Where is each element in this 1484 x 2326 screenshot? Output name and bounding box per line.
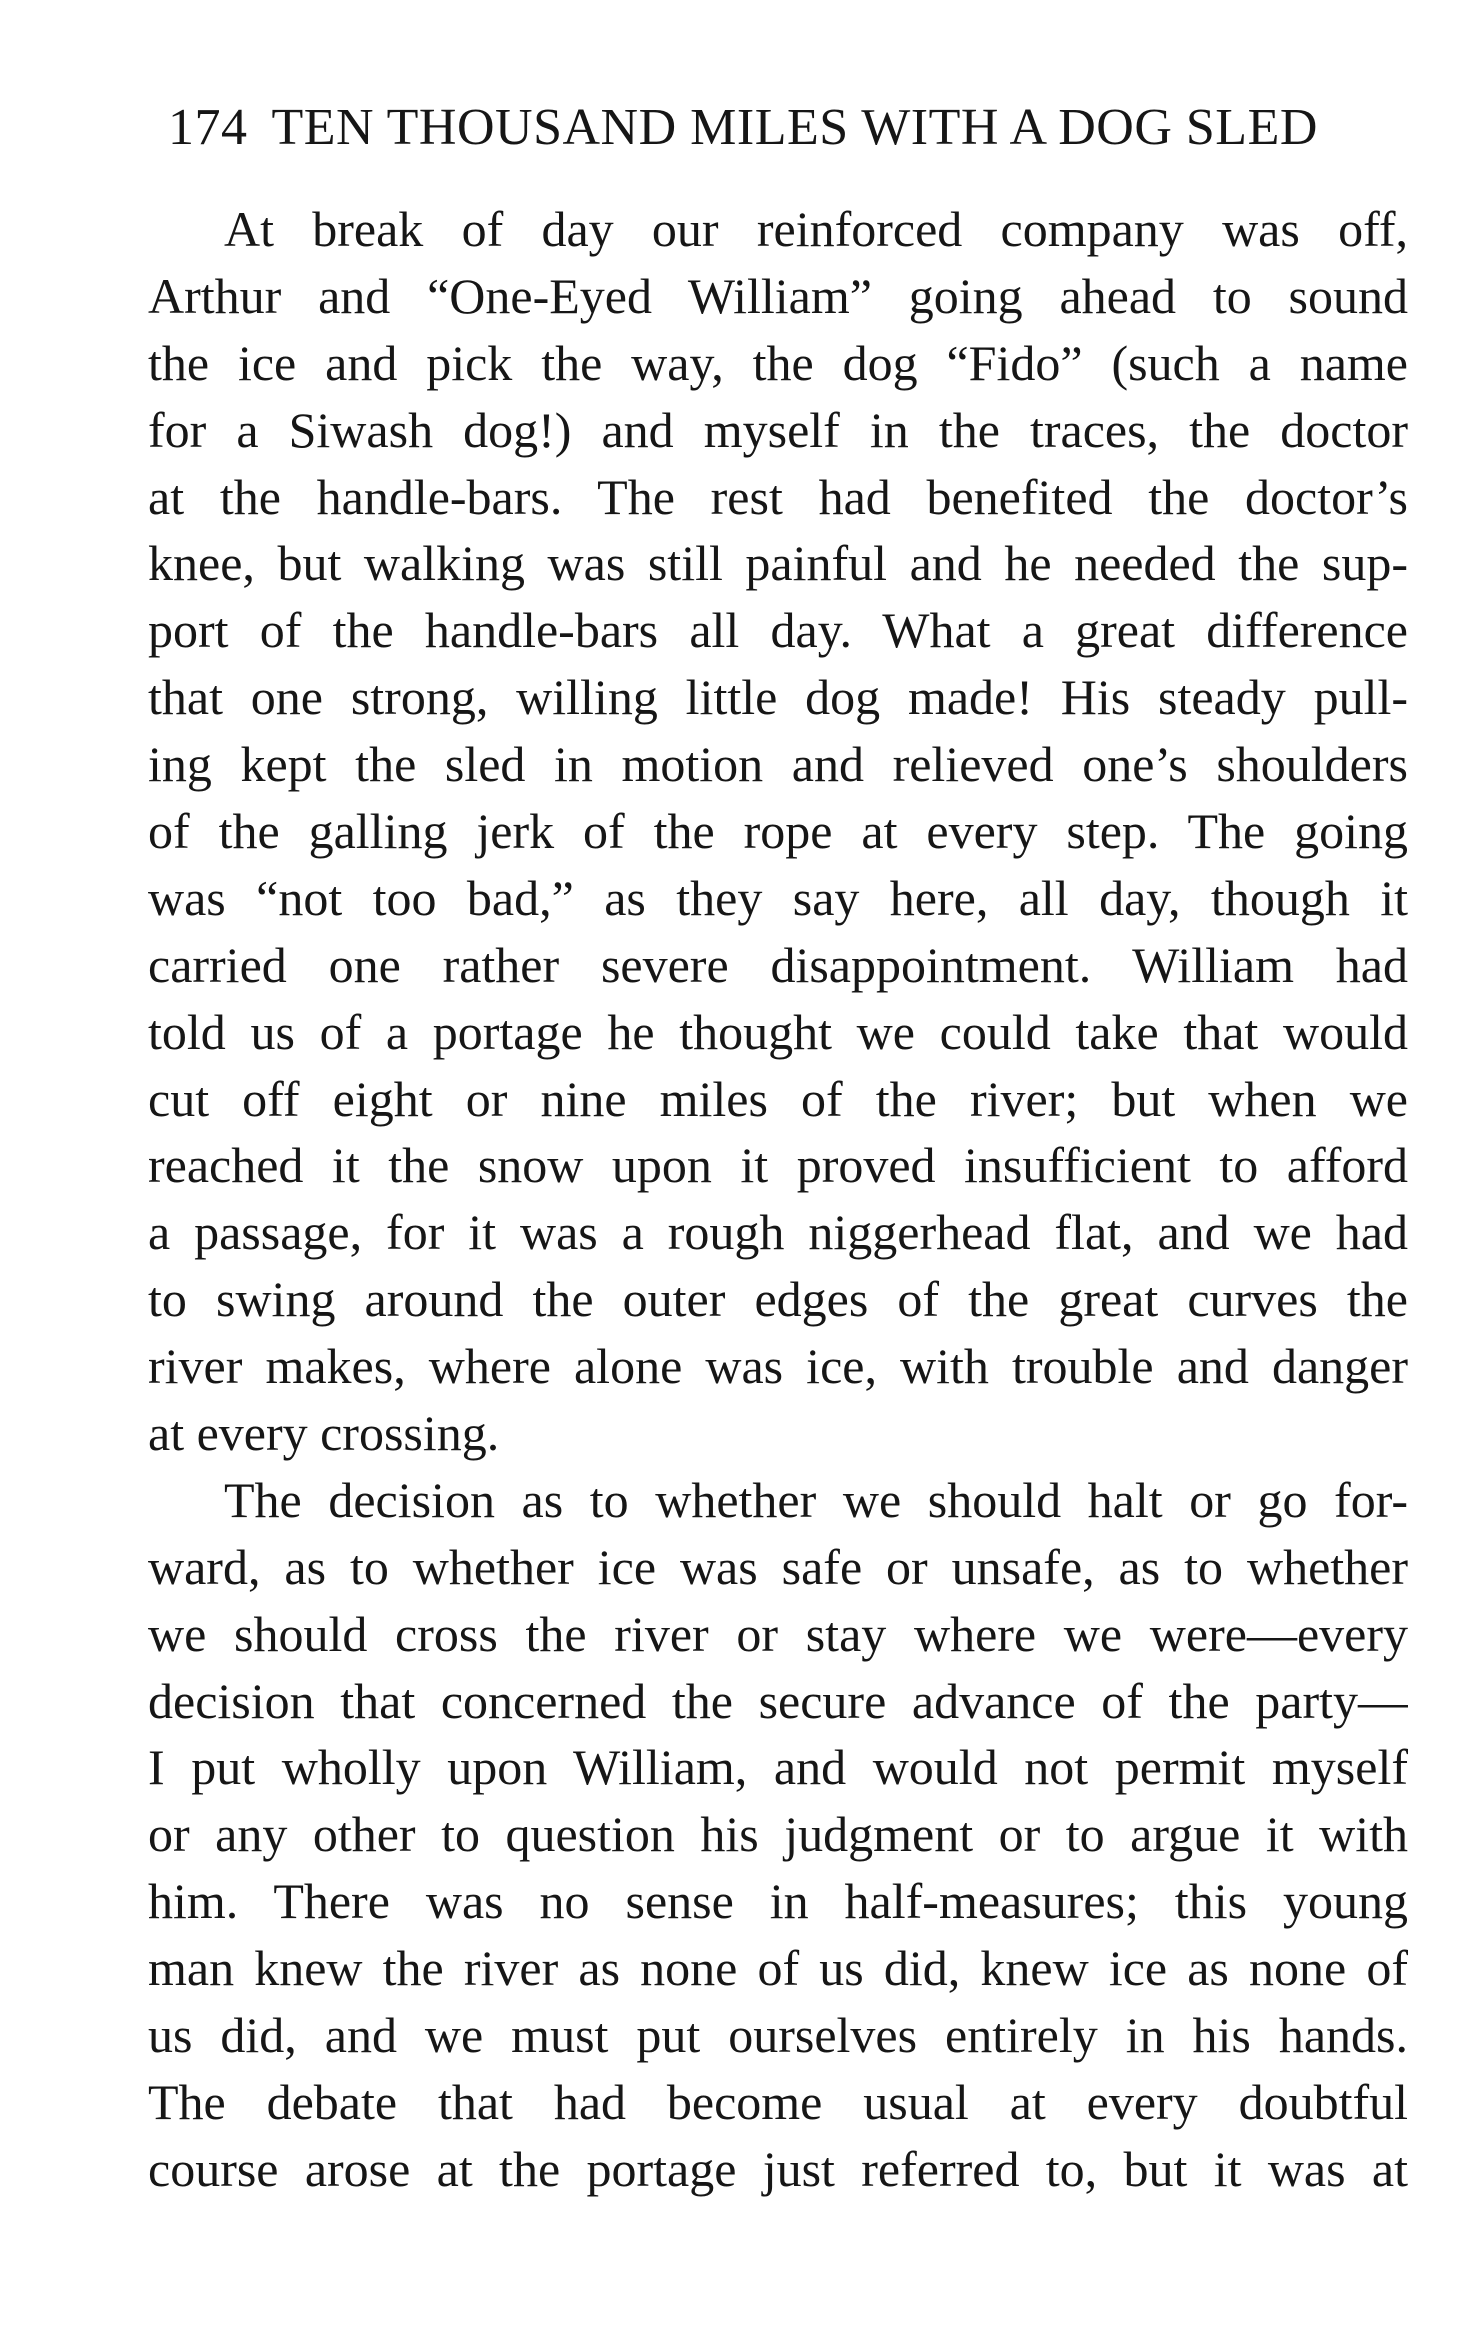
text-line: carried one rather severe disappointment. William had [148,936,1408,993]
text-line: cut off eight or nine miles of the river; but when we [148,1070,1408,1127]
text-line: of the galling jerk of the rope at every step. The going [148,803,1408,860]
page-number: 174 [168,99,248,156]
text-line: or any other to question his judgment or to argue it with [148,1806,1408,1863]
text-line: reached it the snow upon it proved insufficient to afford [148,1137,1408,1194]
text-line: The debate that had become usual at every doubtful [148,2073,1408,2130]
text-line: for a Siwash dog!) and myself in the traces, the doctor [148,401,1408,458]
text-line: at the handle-bars. The rest had benefited the doctor’s [148,468,1408,525]
text-line: I put wholly upon William, and would not permit myself [148,1739,1408,1796]
running-title: TEN THOUSAND MILES WITH A DOG SLED [271,99,1318,156]
text-line: At break of day our reinforced company was off, [224,201,1408,257]
text-line: river makes, where alone was ice, with trouble and danger [148,1338,1408,1395]
body-text [148,196,1408,2203]
text-line: a passage, for it was a rough niggerhead flat, and we had [148,1204,1408,1261]
text-line: the ice and pick the way, the dog “Fido” (such a name [148,334,1408,391]
text-line: him. There was no sense in half-measures; this young [148,1873,1408,1930]
text-line: at every crossing. [148,1405,500,1462]
running-head [168,92,1408,164]
text-line: we should cross the river or stay where we were—every [148,1605,1408,1662]
text-line: Arthur and “One-Eyed William” going ahead to sound [148,267,1408,324]
text-line: told us of a portage he thought we could take that would [148,1003,1408,1060]
text-line: course arose at the portage just referred to, but it was at [148,2140,1408,2197]
text-line: ward, as to whether ice was safe or unsafe, as to whether [148,1538,1408,1595]
text-line: The decision as to whether we should halt or go for- [224,1471,1408,1528]
text-line: to swing around the outer edges of the great curves the [148,1271,1408,1328]
text-line: was “not too bad,” as they say here, all day, though it [148,869,1408,926]
text-line: us did, and we must put ourselves entirely in his hands. [148,2007,1408,2064]
text-line: man knew the river as none of us did, knew ice as none of [148,1940,1408,1997]
text-line: decision that concerned the secure advance of the party— [148,1672,1408,1729]
text-line: knee, but walking was still painful and he needed the sup- [148,535,1408,592]
text-line: port of the handle-bars all day. What a great difference [148,602,1408,659]
text-line: ing kept the sled in motion and relieved one’s shoulders [148,736,1408,793]
text-line: that one strong, willing little dog made! His steady pull- [148,669,1408,726]
